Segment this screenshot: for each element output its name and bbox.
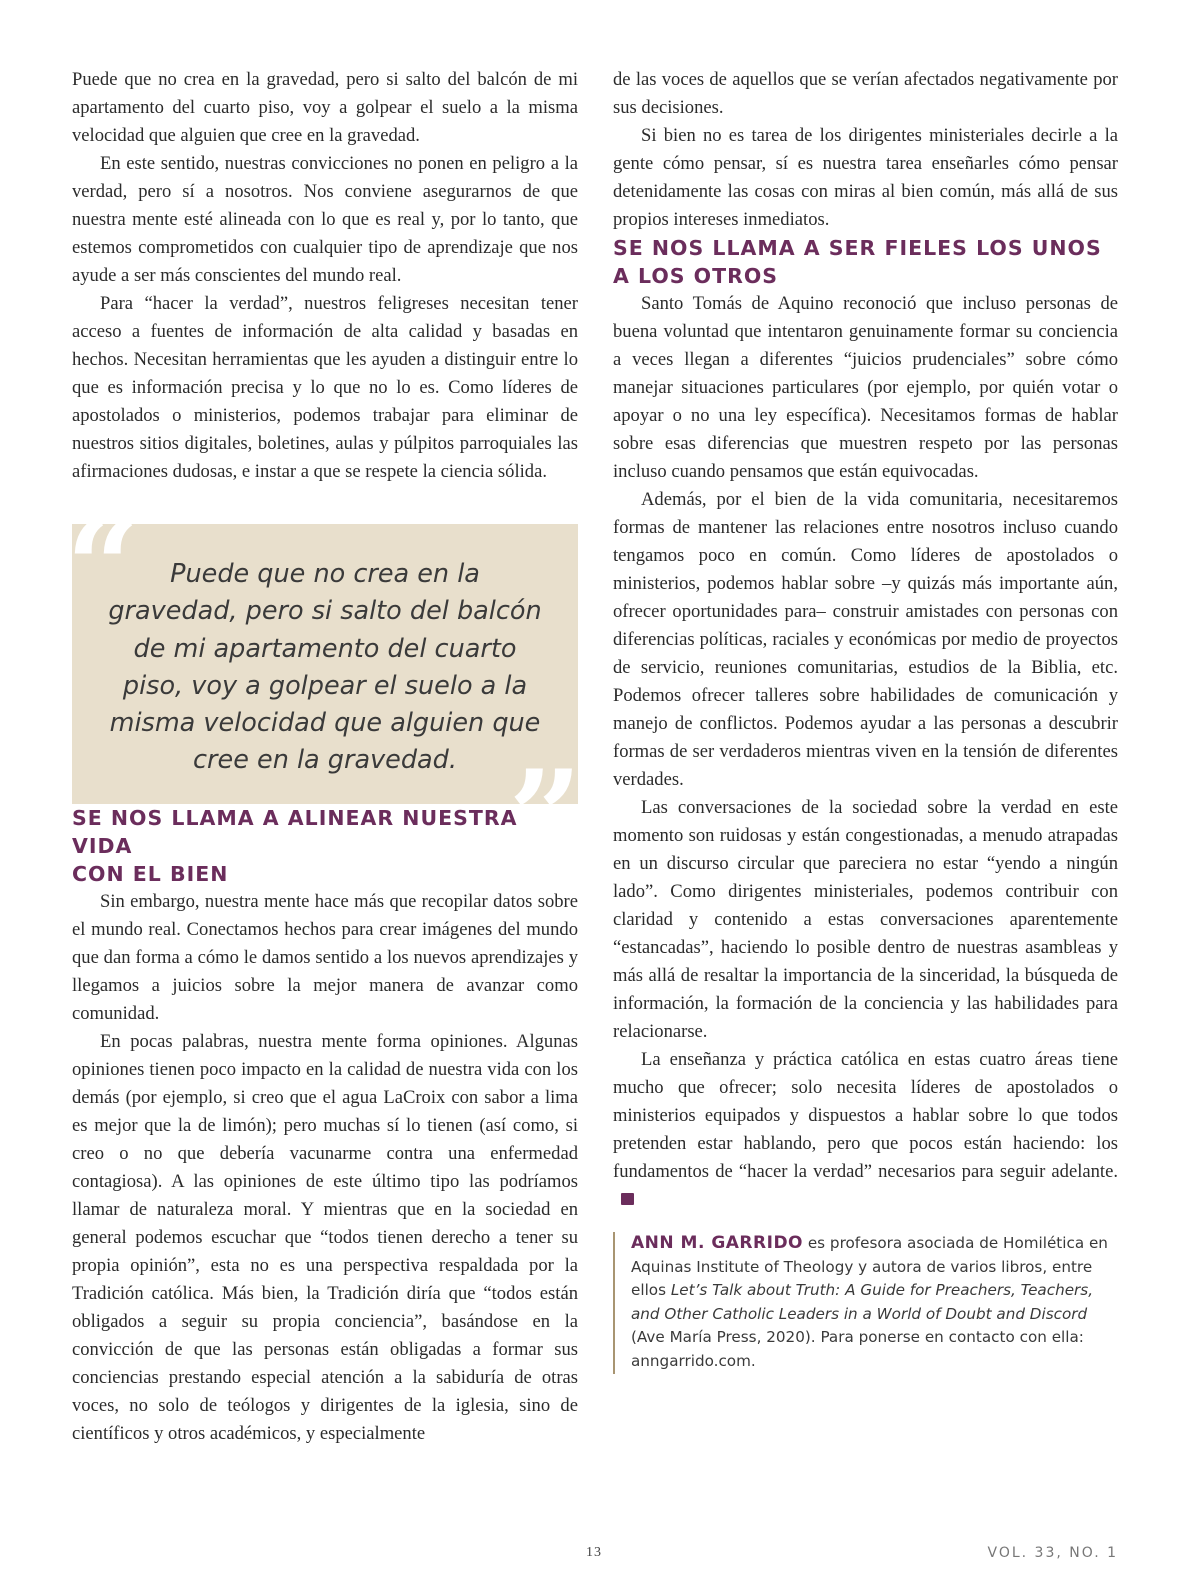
- section-heading-line: A LOS OTROS: [613, 264, 779, 288]
- bio-text: (Ave María Press, 2020). Para ponerse en contacto con ella: anngarrido.com.: [631, 1328, 1084, 1370]
- left-column: [66, 66, 582, 1448]
- book-title: Let’s Talk about Truth: A Guide for Preachers, Teachers, and Other Catholic Leaders in a World of Doubt and Discord: [631, 1281, 1094, 1323]
- pull-quote-text: Puede que no crea en la gravedad, pero si salto del balcón de mi apartamento del cuarto piso, voy a golpear el suelo a la misma velocidad que alguien que cree en la gravedad.: [108, 559, 542, 776]
- page-number: 13: [586, 1545, 602, 1560]
- close-quote-icon: ”: [508, 743, 582, 893]
- section-heading: [72, 804, 578, 888]
- body-paragraph: Si bien no es tarea de los dirigentes ministeriales decirle a la gente cómo pensar, sí es nuestra tarea enseñarles cómo pensar detenidamente las cosas con miras al bien común, más allá de sus propios intereses inmediatos.: [613, 125, 1118, 230]
- body-paragraph: Además, por el bien de la vida comunitaria, necesitaremos formas de mantener las relaciones entre nosotros incluso cuando tengamos poco en común. Como líderes de apostolados o ministerios, podemos hablar sobre –y quizás más importante aún, ofrecer oportunidades para– construir amistades con personas con diferencias políticas, raciales y económicas por medio de proyectos de servicio, reuniones comunitarias, estudios de la Biblia, etc. Podemos ofrecer talleres sobre habilidades de comunicación y manejo de conflictos. Podemos ayudar a las personas a descubrir formas de ser verdaderos mientras viven en la tensión de diferentes verdades.: [613, 489, 1118, 790]
- section-heading-line: SE NOS LLAMA A ALINEAR NUESTRA VIDA: [72, 806, 518, 858]
- open-quote-icon: “: [66, 493, 140, 643]
- author-bio: [613, 1232, 1118, 1374]
- author-name: ANN M. GARRIDO: [631, 1233, 804, 1253]
- body-paragraph: Puede que no crea en la gravedad, pero si salto del balcón de mi apartamento del cuarto piso, voy a golpear el suelo a la misma velocidad que alguien que cree en la gravedad.: [72, 69, 578, 146]
- book-icon: [621, 1193, 634, 1205]
- final-paragraph: [613, 1046, 1118, 1214]
- section-heading: [613, 234, 1118, 290]
- body-paragraph: de las voces de aquellos que se verían afectados negativamente por sus decisiones.: [613, 69, 1118, 118]
- body-paragraph: En pocas palabras, nuestra mente forma opiniones. Algunas opiniones tienen poco impacto en la calidad de nuestra vida con los demás (por ejemplo, si creo que el agua LaCroix con sabor a lima es mejor que la de limón); pero muchas sí lo tienen (así como, si creo o no que debería vacunarme contra una enfermedad contagiosa). A las opiniones de este último tipo las podríamos llamar de naturaleza moral. Y mientras que en la sociedad en general podemos escuchar que “todos tienen derecho a tener su propia opinión”, esta no es una perspectiva respaldada por la Tradición católica. Más bien, la Tradición diría que “todos están obligados a seguir su propia conciencia”, basándose en la convicción de que las personas están obligadas a formar sus conciencias prestando especial atención a la sabiduría de otras voces, no solo de teólogos y dirigentes de la iglesia, sino de científicos y otros académicos, y especialmente: [72, 1031, 578, 1444]
- body-paragraph: Las conversaciones de la sociedad sobre la verdad en este momento son ruidosas y están congestionadas, a menudo atrapadas en un discurso circular que pareciera no estar “yendo a ningún lado”. Como dirigentes ministeriales, podemos contribuir con claridad y contenido a estas conversaciones aparentemente “estancadas”, haciendo lo posible dentro de nuestras asambleas y más allá de resaltar la importancia de la sinceridad, la búsqueda de información, la formación de la conciencia y las habilidades para relacionarse.: [613, 797, 1118, 1042]
- body-paragraph: Para “hacer la verdad”, nuestros feligreses necesitan tener acceso a fuentes de información de alta calidad y basadas en hechos. Necesitan herramientas que les ayuden a distinguir entre lo que es información precisa y lo que no lo es. Como líderes de apostolados o ministerios, podemos trabajar para eliminar de nuestros sitios digitales, boletines, aulas y púlpitos parroquiales las afirmaciones dudosas, e instar a que se respete la ciencia sólida.: [72, 293, 578, 482]
- final-paragraph-text: La enseñanza y práctica católica en estas cuatro áreas tiene mucho que ofrecer; solo necesita líderes de apostolados o ministerios equipados y dispuestos a hablar sobre lo que todos pretenden estar hablando, pero que pocos están haciendo: los fundamentos de “hacer la verdad” necesarios para seguir adelante.: [613, 1049, 1118, 1182]
- body-paragraph: En este sentido, nuestras convicciones no ponen en peligro a la verdad, pero sí a nosotros. Nos conviene asegurarnos de que nuestra mente esté alineada con lo que es real y, por lo tanto, que estemos comprometidos con cualquier tipo de aprendizaje que nos ayude a ser más conscientes del mundo real.: [72, 153, 578, 286]
- issue-label: VOL. 33, NO. 1: [987, 1545, 1118, 1561]
- right-column: [613, 66, 1118, 1374]
- bio-text: es profesora asociada de Homilética en Aquinas Institute of Theology y autora de varios libros, entre ellos: [631, 1234, 1108, 1300]
- section-heading-line: SE NOS LLAMA A SER FIELES LOS UNOS: [613, 236, 1102, 260]
- body-paragraph: Sin embargo, nuestra mente hace más que recopilar datos sobre el mundo real. Conectamos hechos para crear imágenes del mundo que dan forma a cómo le damos sentido a los nuevos aprendizajes y llegamos a juicios sobre la mejor manera de avanzar como comunidad.: [72, 891, 578, 1024]
- body-paragraph: Santo Tomás de Aquino reconoció que incluso personas de buena voluntad que intentaron genuinamente formar su conciencia a veces llegan a diferentes “juicios prudenciales” sobre cómo manejar situaciones particulares (por ejemplo, por quién votar o apoyar o no una ley específica). Necesitamos formas de hablar sobre esas diferencias que muestren respeto por las personas incluso cuando pensamos que están equivocadas.: [613, 293, 1118, 482]
- section-heading-line: CON EL BIEN: [72, 862, 229, 886]
